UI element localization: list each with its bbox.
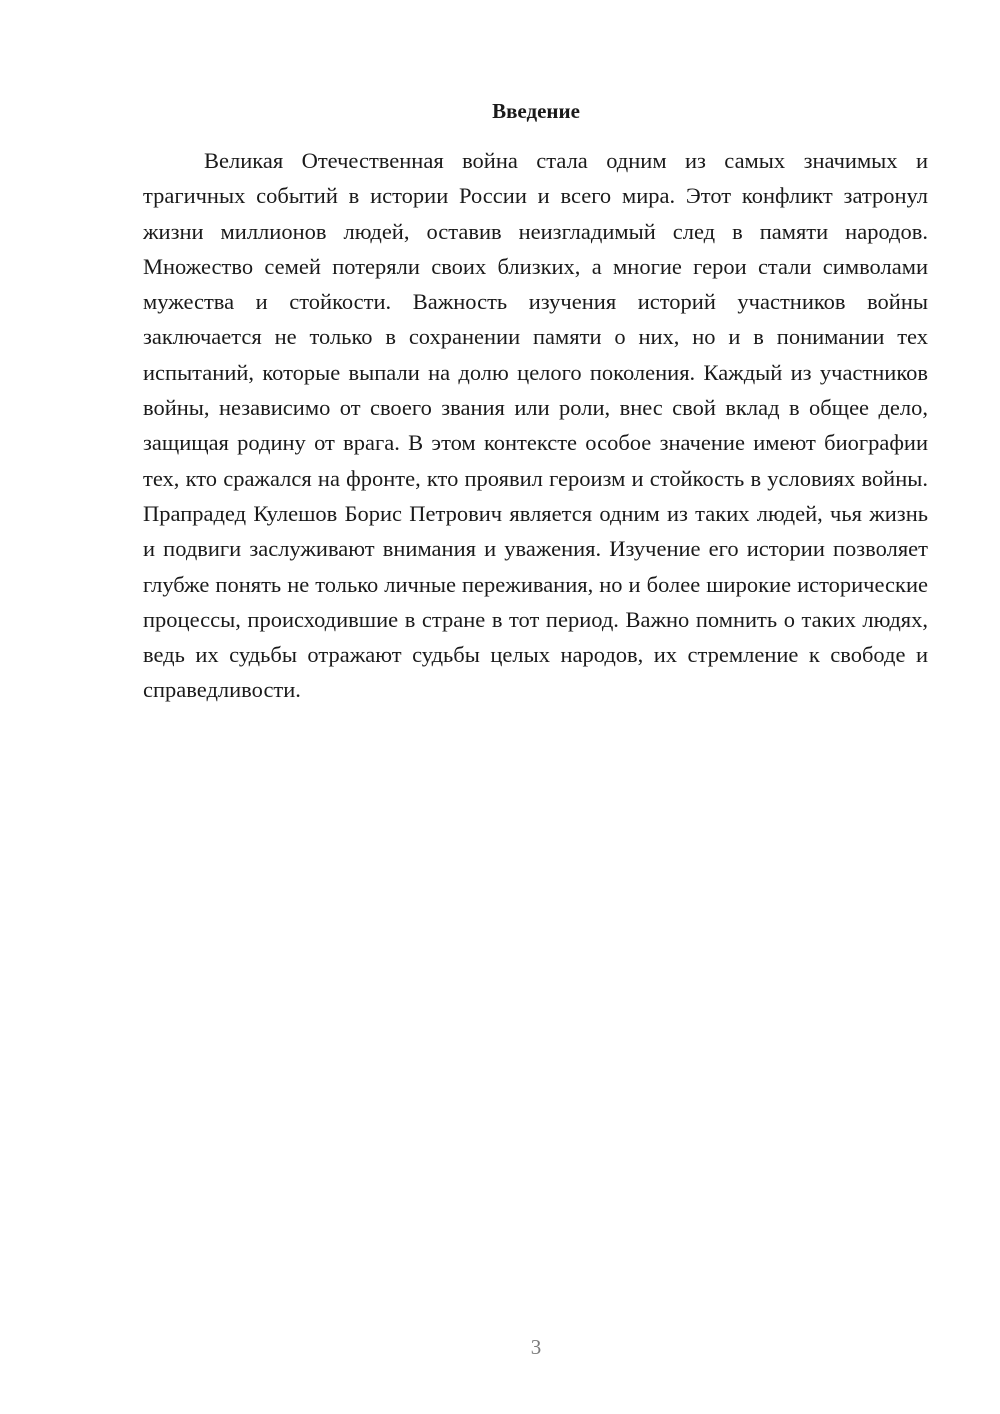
section-heading: Введение — [492, 99, 580, 123]
body-text — [143, 143, 928, 708]
paragraph: Великая Отечественная война стала одним из самых значимых и трагичных событий в истории России и всего мира. Этот конфликт затронул жизни миллионов людей, оставив неизгладимый след в памяти народов. Множество семей потеряли своих близких, а многие герои стали символами мужества и стойкости. Важность изучения историй участников войны заключается не только в сохранении памяти о них, но и в понимании тех испытаний, которые выпали на долю целого поколения. Каждый из участников войны, независимо от своего звания или роли, внес свой вклад в общее дело, защищая родину от врага. В этом контексте особое значение имеют биографии тех, кто сражался на фронте, кто проявил героизм и стойкость в условиях войны. Прапрадед Кулешов Борис Петрович является одним из таких людей, чья жизнь и подвиги заслуживают внимания и уважения. Изучение его истории позволяет глубже понять не только личные переживания, но и более широкие исторические процессы, происходившие в стране в тот период. Важно помнить о таких людях, ведь их судьбы отражают судьбы целых народов, их стремление к свободе и справедливости. — [143, 148, 928, 703]
page-number: 3 — [530, 1335, 542, 1359]
